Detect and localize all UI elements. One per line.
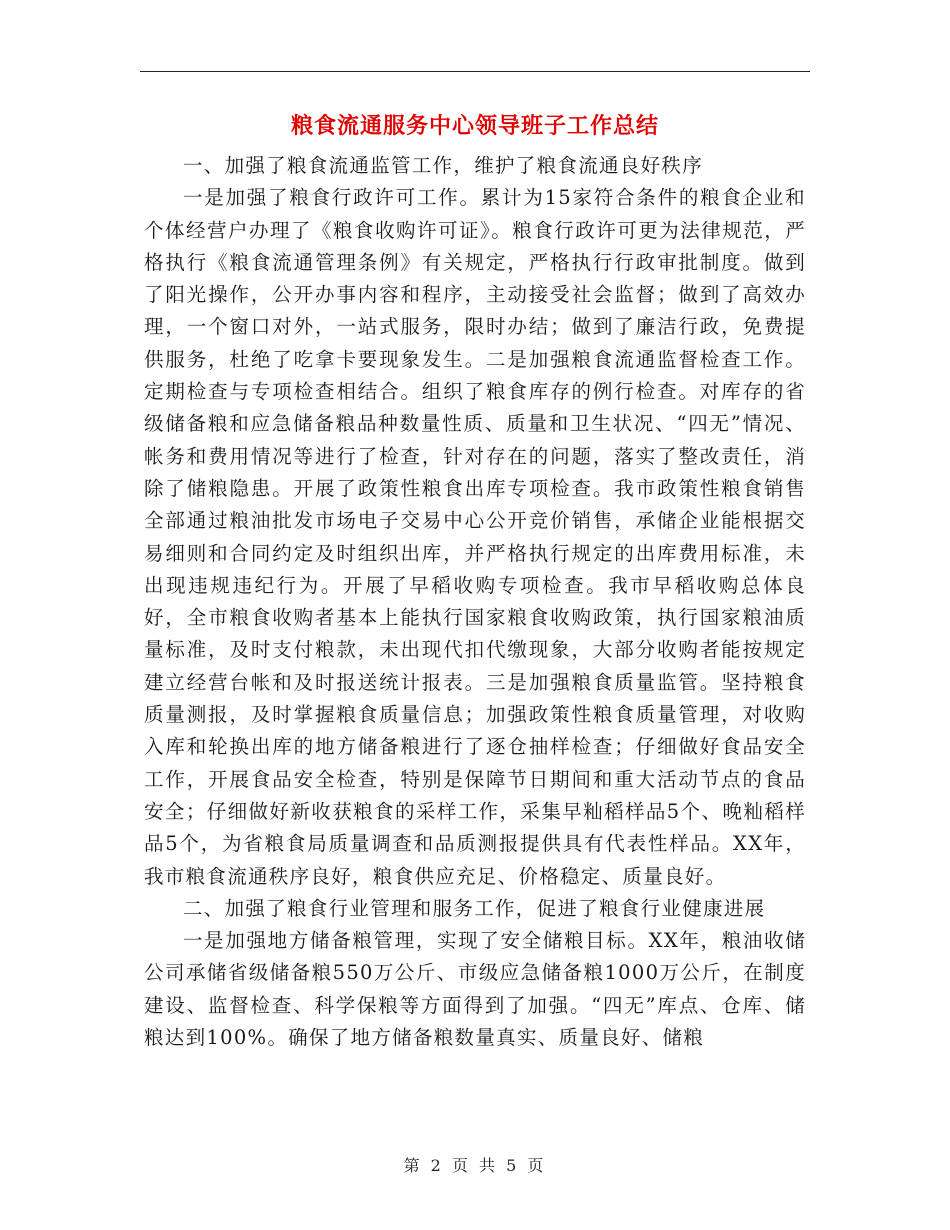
header-rule [140, 71, 810, 72]
page-number: 第 2 页 共 5 页 [403, 1156, 547, 1175]
body-paragraph-1: 一是加强了粮食行政许可工作。累计为15家符合条件的粮食企业和个体经营户办理了《粮食收购许可证》。粮食行政许可更为法律规范，严格执行《粮食流通管理条例》有关规定，严格执行行政审批制度。做到了阳光操作，公开办事内容和程序，主动接受社会监督；做到了高效办理，一个窗口对外，一站式服务，限时办结；做到了廉洁行政，免费提供服务，杜绝了吃拿卡要现象发生。二是加强粮食流通监督检查工作。定期检查与专项检查相结合。组织了粮食库存的例行检查。对库存的省级储备粮和应急储备粮品种数量性质、质量和卫生状况、“四无”情况、帐务和费用情况等进行了检查，针对存在的问题，落实了整改责任，消除了储粮隐患。开展了政策性粮食出库专项检查。我市政策性粮食销售全部通过粮油批发市场电子交易中心公开竞价销售，承储企业能根据交易细则和合同约定及时组织出库，并严格执行规定的出库费用标准，未出现违规违纪行为。开展了早稻收购专项检查。我市早稻收购总体良好，全市粮食收购者基本上能执行国家粮食收购政策，执行国家粮油质量标准，及时支付粮款，未出现代扣代缴现象，大部分收购者能按规定建立经营台帐和及时报送统计报表。三是加强粮食质量监管。坚持粮食质量测报，及时掌握粮食质量信息；加强政策性粮食质量管理，对收购入库和轮换出库的地方储备粮进行了逐仓抽样检查；仔细做好食品安全工作，开展食品安全检查，特别是保障节日期间和重大活动节点的食品安全；仔细做好新收获粮食的采样工作，采集早籼稻样品5个、晚籼稻样品5个，为省粮食局质量调查和品质测报提供具有代表性样品。XX年，我市粮食流通秩序良好，粮食供应充足、价格稳定、质量良好。 [144, 186, 806, 888]
document-title: 粮食流通服务中心领导班子工作总结 [290, 113, 659, 139]
section-heading-2: 二、加强了粮食行业管理和服务工作，促进了粮食行业健康进展 [183, 896, 766, 920]
body-paragraph-2: 一是加强地方储备粮管理，实现了安全储粮目标。XX年，粮油收储公司承储省级储备粮550万公斤、市级应急储备粮1000万公斤，在制度建设、监督检查、科学保粮等方面得到了加强。“四无”库点、仓库、储粮达到100%。确保了地方储备粮数量真实、质量良好、储粮 [144, 929, 806, 1050]
document-body [144, 150, 806, 1054]
section-heading-1: 一、加强了粮食流通监管工作，维护了粮食流通良好秩序 [183, 154, 704, 177]
